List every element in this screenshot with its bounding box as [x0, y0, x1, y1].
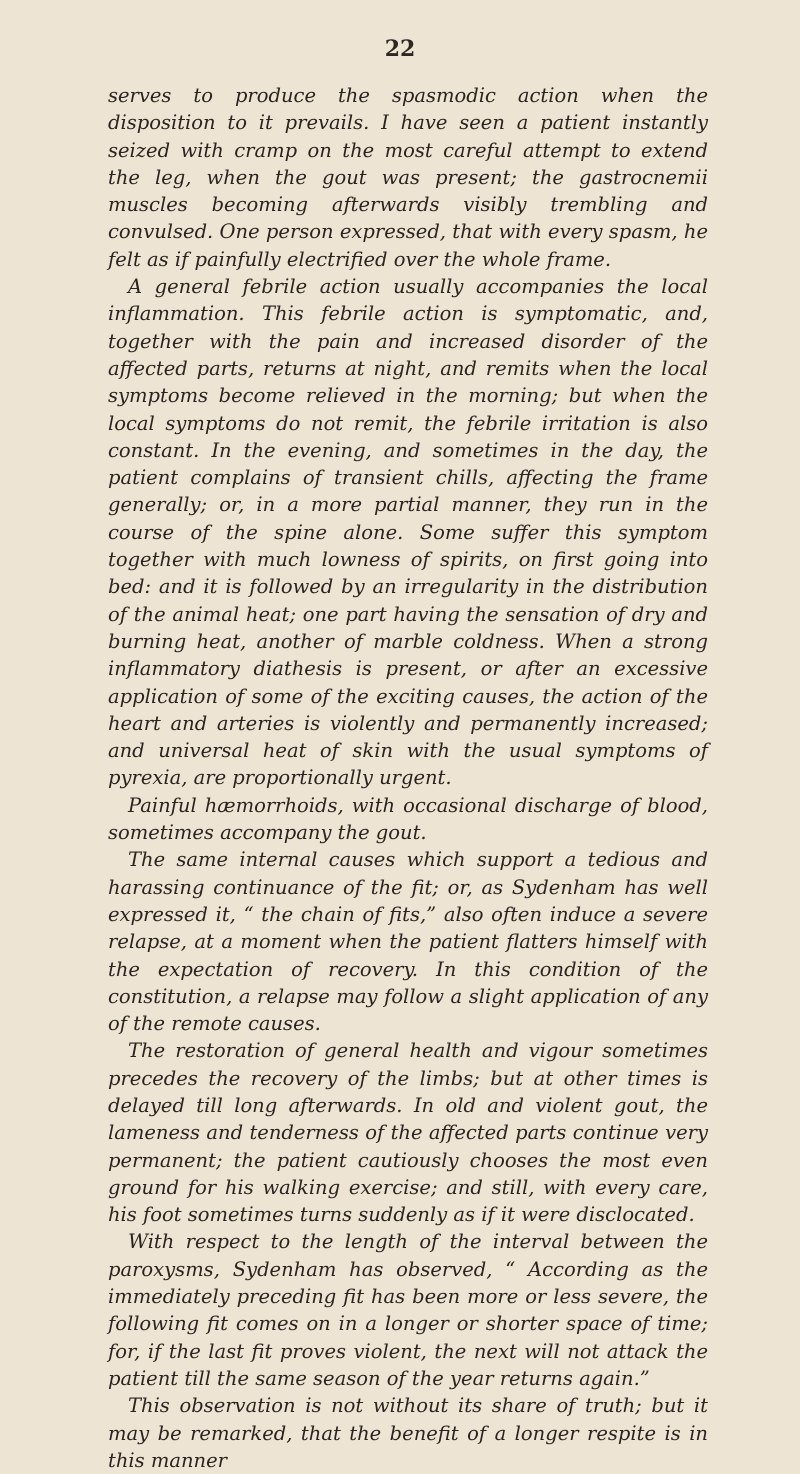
paragraph-4: The same internal causes which support a tedious and harassing continuance of the fit; or, as Sydenham has well expressed it, “ the chain of fits,” also often induce a severe relapse, at a moment when the patient flatters himself with the expectation of recovery. In this condition of the constitution, a relapse may follow a slight application of any of the remote causes.: [108, 848, 708, 1036]
paragraph-3: Painful hæmorrhoids, with occasional discharge of blood, sometimes accompany the gout.: [108, 793, 708, 845]
paragraph-2: A general febrile action usually accompanies the local inflammation. This febrile action is symptomatic, and, together with the pain and increased disorder of the affected parts, returns at night, and remits when the local symptoms become relieved in the morning; but when the local symptoms do not remit, the febrile irritation is also constant. In the evening, and sometimes in the day, the patient complains of transient chills, affecting the frame generally; or, in a more partial manner, they run in the course of the spine alone. Some suffer this symptom together with much lowness of spirits, on first going into bed: and it is followed by an irregularity in the distribution of the animal heat; one part having the sensation of dry and burning heat, another of marble coldness. When a strong inflammatory diathesis is present, or after an excessive application of some of the exciting causes, the action of the heart and arteries is violently and permanently increased; and universal heat of skin with the usual symptoms of pyrexia, are proportionally urgent.: [108, 275, 708, 790]
body-text: [108, 82, 708, 1474]
paragraph-5: The restoration of general health and vigour sometimes precedes the recovery of the limbs; but at other times is delayed till long afterwards. In old and violent gout, the lameness and tenderness of the affected parts continue very permanent; the patient cautiously chooses the most even ground for his walking exercise; and still, with every care, his foot sometimes turns suddenly as if it were disclocated.: [108, 1039, 708, 1227]
paragraph-1: serves to produce the spasmodic action when the disposition to it prevails. I have seen a patient instantly seized with cramp on the most careful attempt to extend the leg, when the gout was present; the gastrocnemii muscles becoming afterwards visibly trembling and convulsed. One person expressed, that with every spasm, he felt as if painfully electrified over the whole frame.: [108, 84, 708, 271]
page-number: 22: [384, 36, 416, 62]
paragraph-7: This observation is not without its share of truth; but it may be remarked, that the benefit of a longer respite is in this manner: [108, 1394, 708, 1472]
paragraph-6: With respect to the length of the interval between the paroxysms, Sydenham has observed, “ According as the immediately preceding fit has been more or less severe, the following fit comes on in a longer or shorter space of time; for, if the last fit proves violent, the next will not attack the patient till the same season of the year returns again.”: [108, 1230, 708, 1390]
